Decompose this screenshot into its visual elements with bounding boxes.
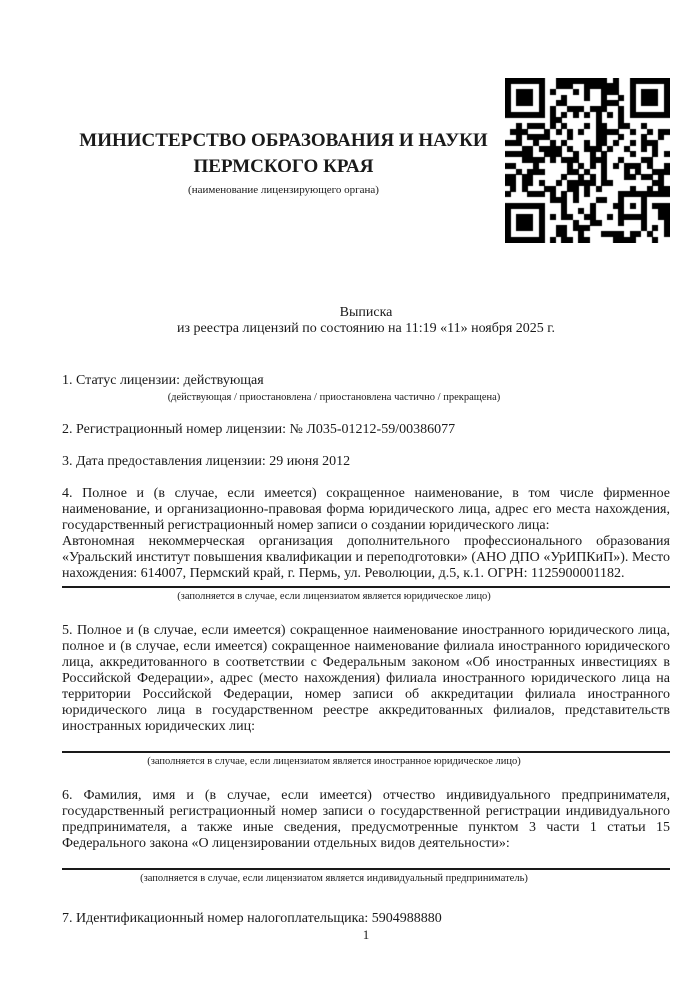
legal-entity-section bbox=[62, 486, 670, 582]
foreign-entity-clause: 5. Полное и (в случае, если имеется) сокращенное наименование иностранного юридического лица, полное и (в случае, если имеется) сокращенное наименование филиала иностранного юридического лица, аккредитованного в соответствии с Федеральным законом «Об иностранных инвестициях в Российской Федерации», адрес (место нахождения) филиала иностранного юридического лица на территории Российской Федерации, номер записи об аккредитации филиала иностранного юридического лица в государственном реестре аккредитованных филиалов, представительств иностранных юридических лиц: bbox=[62, 623, 670, 734]
licensing-authority-block bbox=[62, 78, 505, 196]
entrepreneur-separator bbox=[62, 868, 670, 870]
license-status-options-caption: (действующая / приостановлена / приостановлена частично / прекращена) bbox=[167, 392, 501, 403]
document-header bbox=[62, 78, 670, 243]
entrepreneur-caption: (заполняется в случае, если лицензиатом является индивидуальный предприниматель) bbox=[140, 873, 528, 884]
foreign-entity-separator bbox=[62, 751, 670, 753]
ministry-name: МИНИСТЕРСТВО ОБРАЗОВАНИЯ И НАУКИ ПЕРМСКОГО КРАЯ bbox=[79, 130, 488, 177]
legal-entity-separator bbox=[62, 586, 670, 588]
extract-title: Выписка bbox=[339, 305, 393, 320]
registration-number-line: 2. Регистрационный номер лицензии: № Л035-01212-59/00386077 bbox=[62, 422, 456, 437]
qr-code-icon bbox=[505, 78, 670, 243]
legal-entity-value: Автономная некоммерческая организация дополнительного профессионального образования «Уральский институт повышения квалификации и переподготовки» (АНО ДПО «УрИПКиП»). Место нахождения: 614007, Пермский край, г. Пермь, ул. Революции, д.5, к.1. ОГРН: 1125900001182. bbox=[62, 534, 670, 581]
legal-entity-clause: 4. Полное и (в случае, если имеется) сокращенное наименование, в том числе фирменное наименование, и организационно-правовая форма юридического лица, адрес его места нахождения, государственный регистрационный номер записи о создании юридического лица: bbox=[62, 486, 670, 533]
entrepreneur-clause: 6. Фамилия, имя и (в случае, если имеется) отчество индивидуального предпринимателя, государственный регистрационный номер записи о государственной регистрации индивидуального предпринимателя, а также иные сведения, предусмотренные пунктом 3 части 1 статьи 15 Федерального закона «О лицензировании отдельных видов деятельности»: bbox=[62, 788, 670, 851]
legal-entity-caption: (заполняется в случае, если лицензиатом является юридическое лицо) bbox=[177, 591, 491, 602]
taxpayer-number-line: 7. Идентификационный номер налогоплательщика: 5904988880 bbox=[62, 911, 442, 926]
grant-date-line: 3. Дата предоставления лицензии: 29 июня 2012 bbox=[62, 454, 351, 469]
page-number: 1 bbox=[362, 927, 370, 942]
license-status-line: 1. Статус лицензии: действующая bbox=[62, 373, 264, 388]
ministry-name-caption: (наименование лицензирующего органа) bbox=[188, 184, 379, 197]
extract-title-block bbox=[62, 305, 670, 337]
extract-subtitle: из реестра лицензий по состоянию на 11:19 «11» ноября 2025 г. bbox=[177, 321, 555, 336]
foreign-entity-caption: (заполняется в случае, если лицензиатом является иностранное юридическое лицо) bbox=[147, 756, 521, 767]
